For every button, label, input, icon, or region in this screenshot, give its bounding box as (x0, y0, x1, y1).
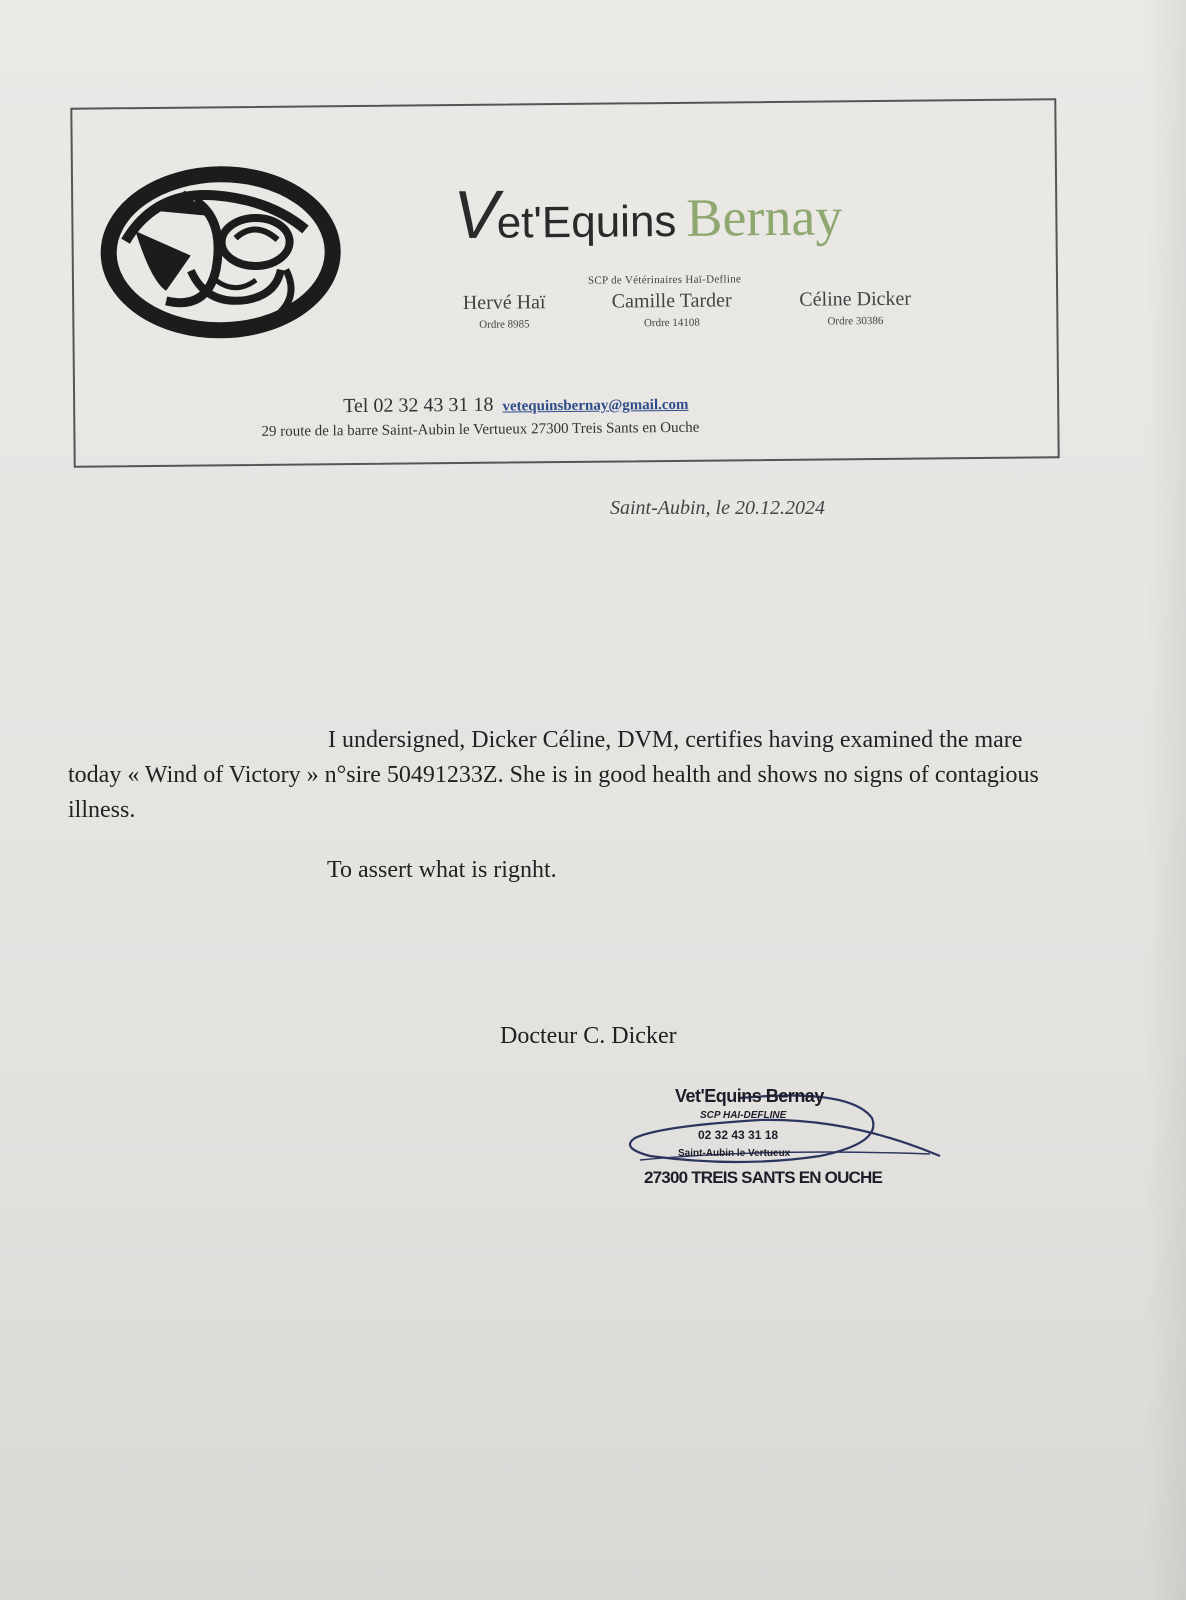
vet-entry (589, 289, 754, 330)
certificate-paragraph: I undersigned, Dicker Céline, DVM, certifies having examined the mare today « Wind of Victory » n°sire 50491233Z. She is in good health and shows no signs of contagious illness. (68, 727, 1039, 823)
signature-name: Docteur C. Dicker (500, 1023, 677, 1049)
stamp-line-postcode: 27300 TREIS SANTS EN OUCHE (644, 1168, 883, 1187)
date-line: Saint-Aubin, le 20.12.2024 (610, 497, 825, 519)
postal-address: 29 route de la barre Saint-Aubin le Vertueux 27300 Treis Sants en Ouche (261, 419, 700, 440)
horse-head-logo-icon (95, 159, 347, 341)
stamp-line-phone: 02 32 43 31 18 (698, 1128, 779, 1142)
vet-ordre: Ordre 30386 (827, 314, 884, 328)
brand-equins: et'Equins (496, 196, 677, 248)
brand-title (453, 172, 843, 254)
vet-name: Hervé Haï (462, 291, 546, 314)
stamp-line-town: Saint-Aubin le Vertueux (678, 1148, 791, 1159)
vet-entry (780, 287, 930, 327)
brand-bernay: Bernay (686, 186, 843, 248)
vet-ordre: Ordre 8985 (479, 318, 530, 331)
brand-v: V (452, 176, 498, 254)
page-edge-shadow (1146, 0, 1186, 1600)
scp-label: SCP de Vétérinaires Haï-Defline (587, 273, 742, 287)
vet-name: Céline Dicker (799, 287, 912, 311)
stamp-line-scp: SCP HAI-DEFLINE (700, 1110, 787, 1121)
letterhead-box (70, 98, 1059, 467)
contact-line (343, 392, 689, 418)
email-link[interactable]: vetequinsbernay@gmail.com (502, 396, 689, 415)
clinic-stamp (620, 1078, 950, 1208)
certificate-body (68, 723, 1053, 828)
vet-name: Camille Tarder (611, 289, 732, 313)
stamp-line-brand: Vet'Equins Bernay (675, 1086, 824, 1106)
vet-entry (449, 291, 559, 331)
closing-line: To assert what is rignht. (327, 857, 557, 883)
vet-ordre: Ordre 14108 (643, 316, 700, 330)
phone-number: Tel 02 32 43 31 18 (343, 393, 494, 418)
